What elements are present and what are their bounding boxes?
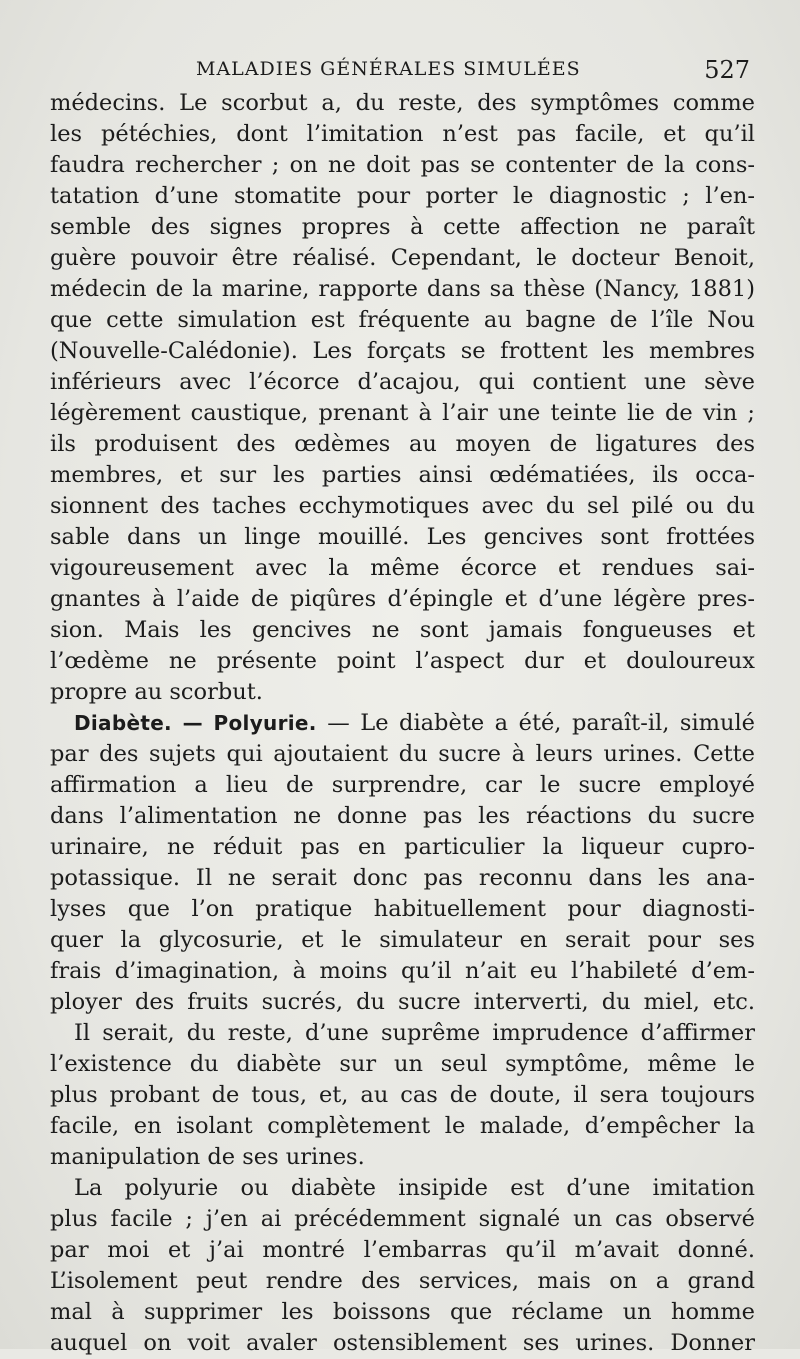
section-heading: Diabète. — Polyurie.	[74, 711, 317, 735]
text-line: inférieurs avec l’écorce d’acajou, qui contient une sève	[50, 369, 755, 395]
text-line: ployer des fruits sucrés, du sucre interverti, du miel, etc.	[50, 989, 755, 1015]
text-line: manipulation de ses urines.	[50, 1144, 365, 1170]
text-line: les pétéchies, dont l’imitation n’est pas facile, et qu’il	[50, 121, 755, 147]
section-heading-line	[50, 708, 755, 739]
text-line: que cette simulation est fréquente au bagne de l’île Nou	[50, 307, 755, 333]
text-line: l’œdème ne présente point l’aspect dur et douloureux	[50, 648, 755, 674]
page-header	[196, 58, 756, 88]
text-line: légèrement caustique, prenant à l’air une teinte lie de vin ;	[50, 400, 755, 426]
text-line: membres, et sur les parties ainsi œdématiées, ils occa-	[50, 462, 755, 488]
text-line: sionnent des taches ecchymotiques avec du sel pilé ou du	[50, 493, 755, 519]
text-line: facile, en isolant complètement le malade, d’empêcher la	[50, 1113, 755, 1139]
text-line: potassique. Il ne serait donc pas reconnu dans les ana-	[50, 865, 755, 891]
text-line: auquel on voit avaler ostensiblement ses urines. Donner	[50, 1330, 755, 1356]
text-line: sable dans un linge mouillé. Les gencives sont frottées	[50, 524, 755, 550]
text-line: mal à supprimer les boissons que réclame un homme	[50, 1299, 755, 1325]
text-line: sion. Mais les gencives ne sont jamais fongueuses et	[50, 617, 755, 643]
text-line: La polyurie ou diabète insipide est d’une imitation	[74, 1175, 755, 1201]
text-line: l’existence du diabète sur un seul symptôme, même le	[50, 1051, 755, 1077]
page-number: 527	[704, 56, 750, 84]
text-line: par moi et j’ai montré l’embarras qu’il m’avait donné.	[50, 1237, 755, 1263]
text-line: tatation d’une stomatite pour porter le diagnostic ; l’en-	[50, 183, 755, 209]
text-line: dans l’alimentation ne donne pas les réactions du sucre	[50, 803, 755, 829]
text-line: gnantes à l’aide de piqûres d’épingle et d’une légère pres-	[50, 586, 755, 612]
text-line: faudra rechercher ; on ne doit pas se contenter de la cons-	[50, 152, 755, 178]
text-line: frais d’imagination, à moins qu’il n’ait eu l’habileté d’em-	[50, 958, 755, 984]
text-line: quer la glycosurie, et le simulateur en serait pour ses	[50, 927, 755, 953]
text-line: urinaire, ne réduit pas en particulier la liqueur cupro-	[50, 834, 755, 860]
text-line: vigoureusement avec la même écorce et rendues sai-	[50, 555, 755, 581]
text-line: médecins. Le scorbut a, du reste, des symptômes comme	[50, 90, 755, 116]
text-line: semble des signes propres à cette affection ne paraît	[50, 214, 755, 240]
text-line: (Nouvelle-Calédonie). Les forçats se frottent les membres	[50, 338, 755, 364]
text-line: L’isolement peut rendre des services, mais on a grand	[50, 1268, 755, 1294]
text-line: guère pouvoir être réalisé. Cependant, le docteur Benoit,	[50, 245, 755, 271]
text-line: plus facile ; j’en ai précédemment signalé un cas observé	[50, 1206, 755, 1232]
text-line: médecin de la marine, rapporte dans sa thèse (Nancy, 1881)	[50, 276, 755, 302]
text-line: affirmation a lieu de surprendre, car le sucre employé	[50, 772, 755, 798]
text-span: — Le diabète a été, paraît-il, simulé	[316, 710, 755, 736]
body-text	[50, 88, 755, 1359]
text-line: plus probant de tous, et, au cas de doute, il sera toujours	[50, 1082, 755, 1108]
text-line: propre au scorbut.	[50, 679, 263, 705]
text-line: ils produisent des œdèmes au moyen de ligatures des	[50, 431, 755, 457]
text-line: par des sujets qui ajoutaient du sucre à leurs urines. Cette	[50, 741, 755, 767]
text-line: Il serait, du reste, d’une suprême imprudence d’affirmer	[74, 1020, 755, 1046]
running-title: MALADIES GÉNÉRALES SIMULÉES	[196, 58, 581, 80]
text-line: lyses que l’on pratique habituellement pour diagnosti-	[50, 896, 755, 922]
